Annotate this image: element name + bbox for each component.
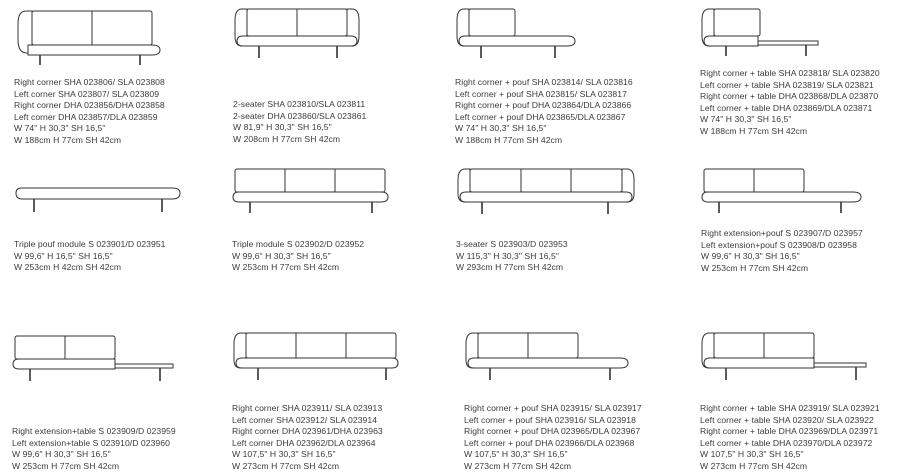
module-spec-line: Left corner + pouf DHA 023966/DLA 023968 — [464, 437, 635, 448]
module-spec-line: Right corner DHA 023856/DHA 023858 — [14, 100, 165, 111]
module-spec-line: W 253cm H 77cm SH 42cm — [12, 460, 120, 471]
module-spec-line: W 74" H 30,3" SH 16,5" — [14, 123, 106, 134]
module-spec-line: Triple pouf module S 023901/D 023951 — [14, 239, 166, 249]
module-spec-line: 3-seater S 023903/D 023953 — [456, 239, 568, 249]
module-spec-line: W 188cm H 77cm SH 42cm — [455, 134, 563, 145]
module-spec-line: Right corner DHA 023961/DHA 023963 — [232, 426, 383, 437]
module-spec-line: W 188cm H 77cm SH 42cm — [14, 134, 122, 145]
module-spec-line: W 273cm H 77cm SH 42cm — [700, 460, 808, 471]
module-spec-line: W 107,5" H 30,3" SH 16,5" — [464, 449, 568, 460]
module-spec-line: W 99,6" H 30,3" SH 16,5" — [701, 251, 800, 262]
module-spec-line: Right corner + pouf DHA 023864/DLA 023866 — [455, 100, 632, 111]
module-spec-line: Right corner + pouf SHA 023915/ SLA 023917 — [464, 403, 642, 413]
module-spec-line: W 115,3" H 30,3" SH 16,5" — [456, 250, 559, 261]
module-spec-line: Left corner + pouf DHA 023865/DLA 023867 — [455, 111, 626, 122]
module-spec-line: Left extension+table S 023910/D 023960 — [12, 437, 170, 448]
module-spec-line: Left extension+pouf S 023908/D 023958 — [701, 239, 857, 250]
module-spec-line: W 99,6" H 16,5" SH 16,5" — [14, 250, 113, 261]
module-spec-line: 2-seater SHA 023810/SLA 023811 — [233, 99, 366, 109]
module-spec-line: Right corner + table DHA 023969/DLA 023971 — [700, 426, 879, 437]
module-spec-line: W 81,9" H 30,3" SH 16,5" — [233, 122, 332, 133]
module-spec-line: Right extension+table S 023909/D 023959 — [12, 426, 176, 436]
module-spec-line: Right corner SHA 023806/ SLA 023808 — [14, 77, 165, 87]
module-spec-line: W 293cm H 77cm SH 42cm — [456, 262, 564, 273]
module-spec-line: Left corner + pouf SHA 023815/ SLA 023817 — [455, 88, 627, 99]
module-spec-line: Triple module S 023902/D 023952 — [232, 239, 365, 249]
extension-pouf-drawing — [701, 168, 866, 218]
module-spec-line: Right extension+pouf S 023907/D 023957 — [701, 228, 863, 238]
extension-table-drawing — [12, 335, 177, 385]
module-spec-line: W 253cm H 77cm SH 42cm — [701, 262, 809, 273]
module-spec-line: W 99,6" H 30,3" SH 16,5" — [232, 250, 331, 261]
module-spec-line: Left corner SHA 023807/ SLA 023809 — [14, 88, 160, 99]
module-spec-line: Left corner SHA 023912/ SLA 023914 — [232, 414, 378, 425]
module-spec-line: Left corner + pouf SHA 023916/ SLA 023918 — [464, 414, 636, 425]
module-spec-line: W 107,5" H 30,3" SH 16,5" — [232, 449, 336, 460]
module-spec-line: Left corner DHA 023857/DLA 023859 — [14, 111, 158, 122]
module-spec-line: W 74" H 30,3" SH 16,5" — [455, 123, 547, 134]
long-corner-pouf-drawing — [464, 332, 634, 387]
module-spec-line: Right corner + table SHA 023818/ SLA 023820 — [700, 68, 880, 78]
module-spec-line: W 253cm H 42cm SH 42cm — [14, 262, 122, 273]
triple-module-drawing — [232, 168, 392, 218]
module-spec-line: W 273cm H 77cm SH 42cm — [464, 460, 572, 471]
module-spec-line: 2-seater DHA 023860/SLA 023861 — [233, 110, 367, 121]
module-spec-line: W 74" H 30,3" SH 16,5" — [700, 114, 792, 125]
module-spec-line: Left corner + table DHA 023869/DLA 023871 — [700, 102, 873, 113]
module-spec-line: Right corner + pouf SHA 023814/ SLA 023816 — [455, 77, 633, 87]
sofa-3-seater-drawing — [456, 168, 641, 218]
module-spec-line: W 273cm H 77cm SH 42cm — [232, 460, 340, 471]
module-spec-line: Left corner DHA 023962/DLA 023964 — [232, 437, 376, 448]
module-spec-line: Right corner + pouf DHA 023965/DLA 023967 — [464, 426, 641, 437]
module-spec-line: Left corner + table DHA 023970/DLA 023972 — [700, 437, 873, 448]
long-right-corner-drawing — [232, 332, 402, 387]
sofa-right-corner-drawing — [14, 10, 174, 65]
module-spec-line: W 188cm H 77cm SH 42cm — [700, 125, 808, 136]
module-spec-line: Right corner + table SHA 023919/ SLA 023921 — [700, 403, 880, 413]
long-corner-table-drawing — [700, 332, 870, 387]
module-spec-line: Right corner SHA 023911/ SLA 023913 — [232, 403, 383, 413]
module-spec-line: W 253cm H 77cm SH 42cm — [232, 262, 340, 273]
sofa-corner-pouf-drawing — [455, 8, 585, 63]
module-spec-line: W 107,5" H 30,3" SH 16,5" — [700, 449, 804, 460]
module-spec-line: W 99,6" H 30,3" SH 16,5" — [12, 449, 111, 460]
module-spec-line: W 208cm H 77cm SH 42cm — [233, 133, 341, 144]
sofa-2-seater-drawing — [233, 8, 363, 63]
module-spec-line: Left corner + table SHA 023819/ SLA 023821 — [700, 79, 874, 90]
module-spec-line: Left corner + table SHA 023920/ SLA 023922 — [700, 414, 874, 425]
triple-pouf-drawing — [14, 185, 184, 217]
sofa-corner-table-drawing — [700, 8, 830, 63]
module-spec-line: Right corner + table DHA 023868/DLA 023870 — [700, 91, 879, 102]
